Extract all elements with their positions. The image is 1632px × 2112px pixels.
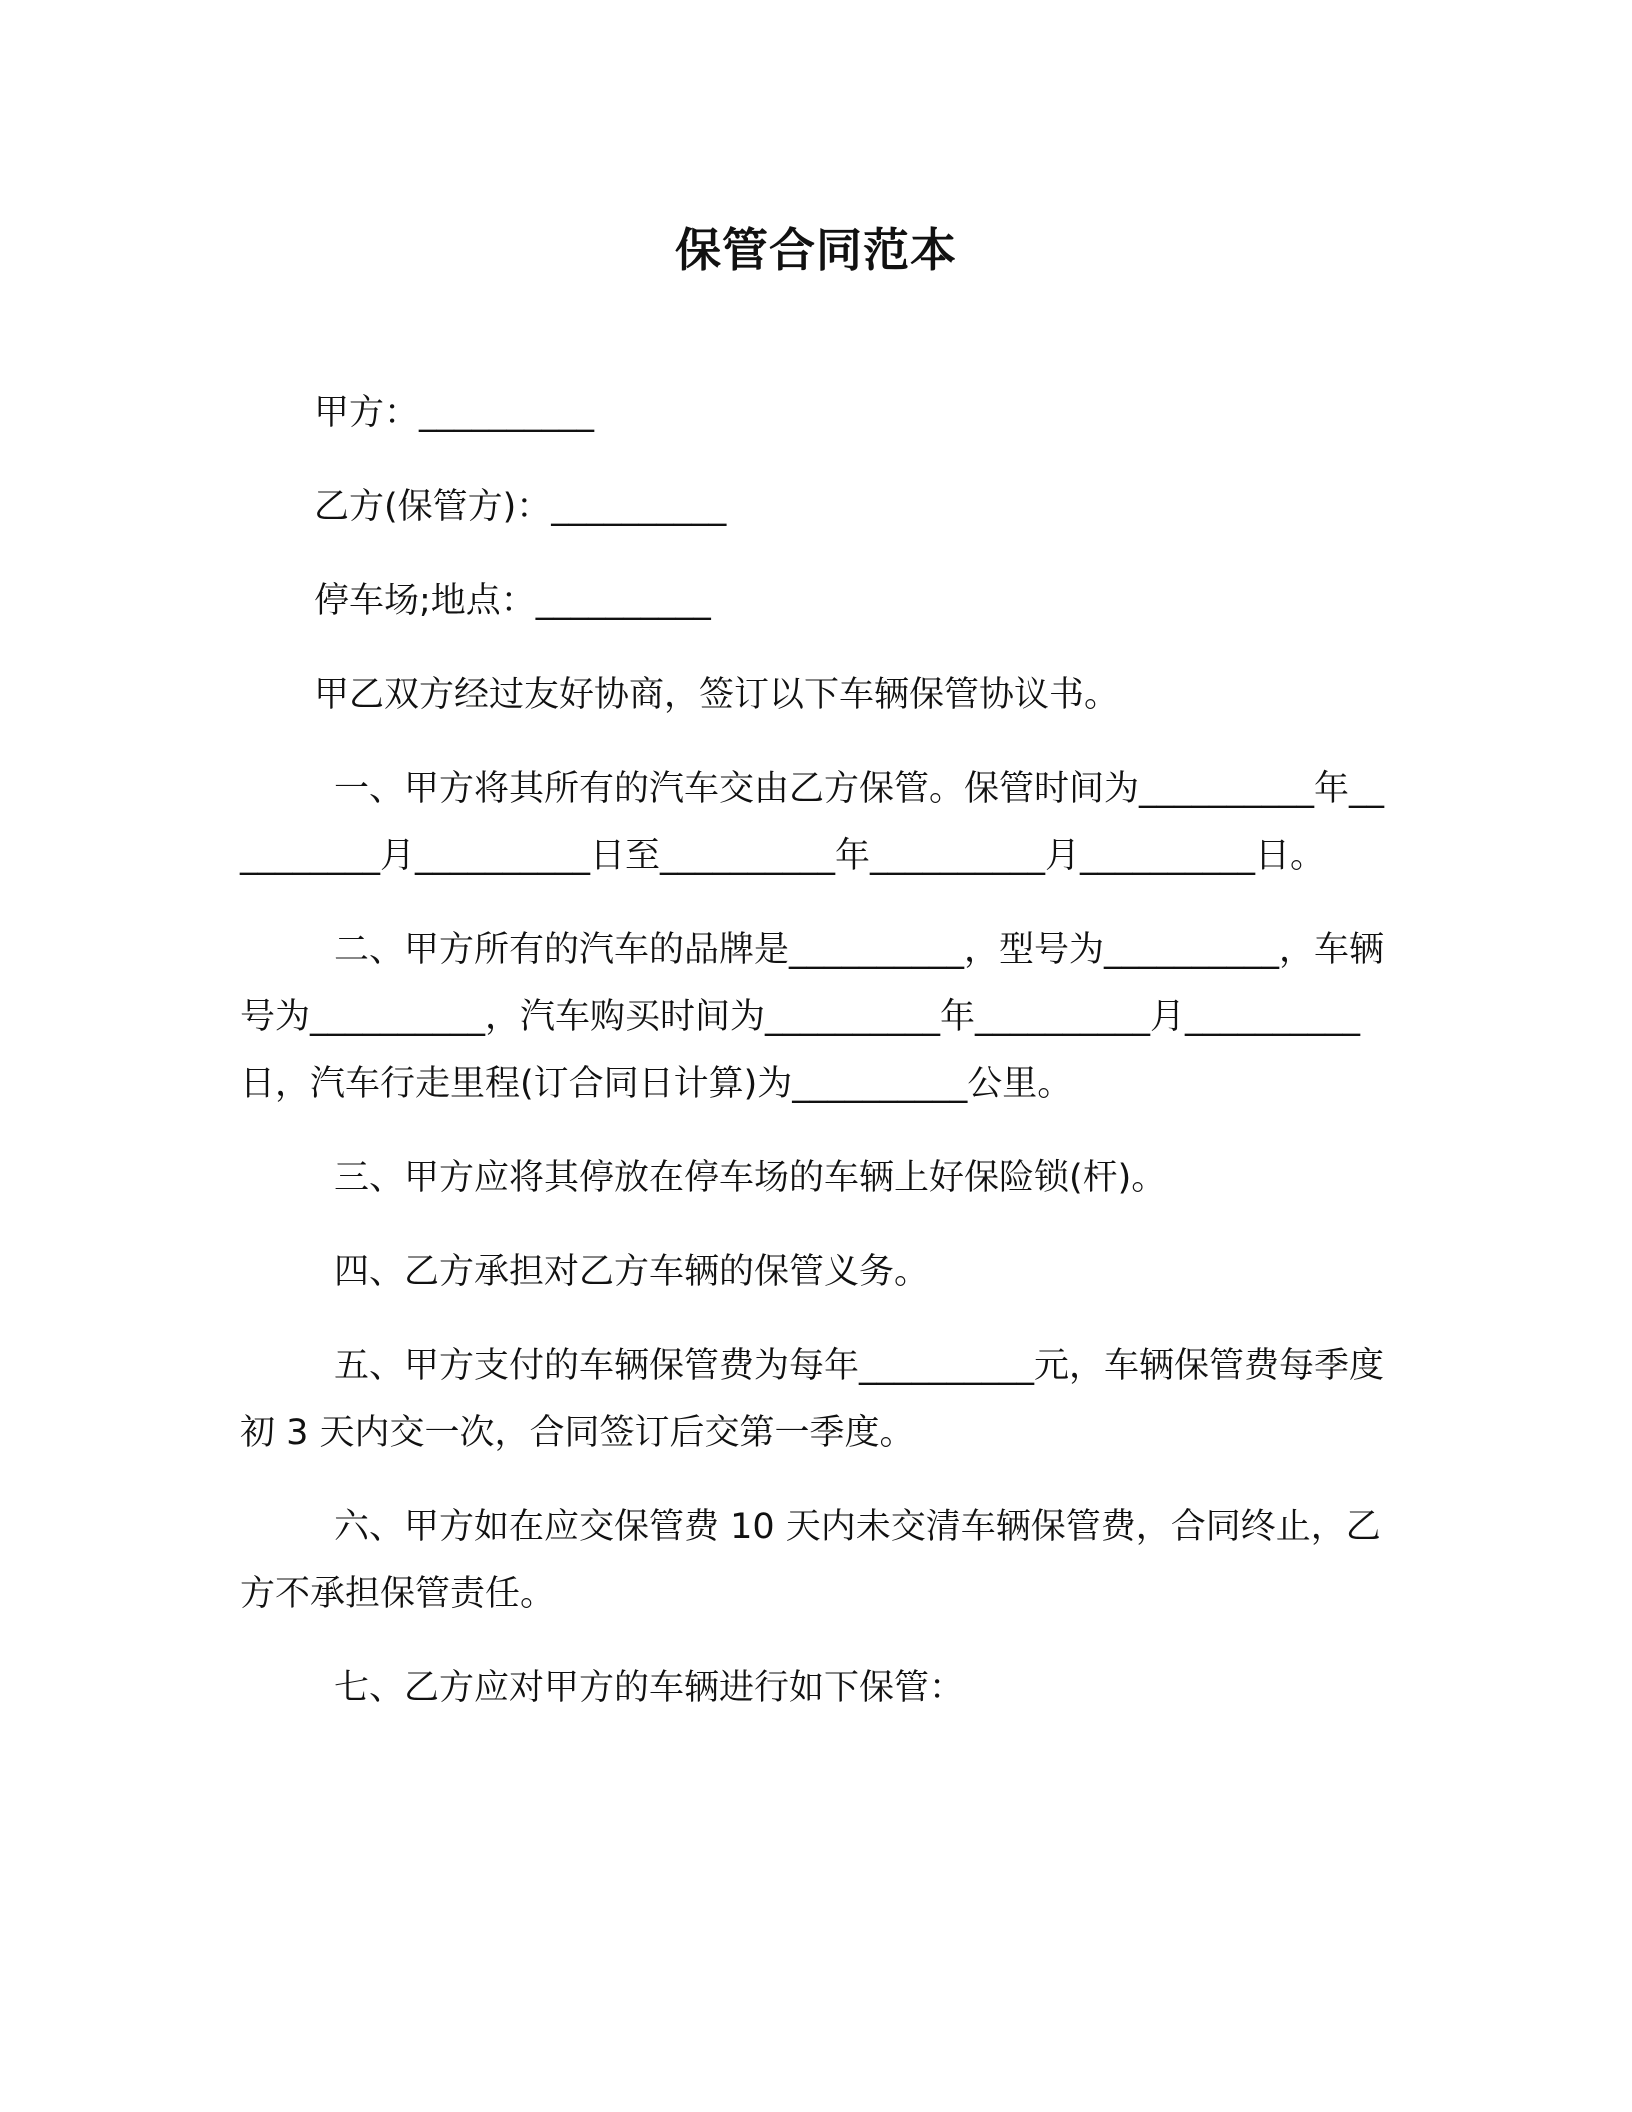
location-line: 停车场;地点：__________ (314, 581, 711, 621)
clause-4: 四、乙方承担对乙方车辆的保管义务。 (334, 1252, 930, 1292)
clause-3: 三、甲方应将其停放在停车场的车辆上好保险锁(杆)。 (334, 1158, 1167, 1198)
party-a-line: 甲方：__________ (314, 393, 595, 433)
document-title: 保管合同范本 (675, 223, 957, 277)
party-b-line: 乙方(保管方)：__________ (314, 487, 727, 527)
clause-1: 一、甲方将其所有的汽车交由乙方保管。保管时间为__________年__________月__________日至__________年__________月__________日。 (240, 769, 1385, 876)
document-body (240, 380, 1400, 1749)
intro-paragraph: 甲乙双方经过友好协商，签订以下车辆保管协议书。 (314, 675, 1120, 715)
clause-5: 五、甲方支付的车辆保管费为每年__________元，车辆保管费每季度初 3 天内交一次，合同签订后交第一季度。 (240, 1346, 1385, 1453)
clause-6: 六、甲方如在应交保管费 10 天内未交清车辆保管费，合同终止，乙方不承担保管责任。 (240, 1507, 1381, 1614)
clause-7: 七、乙方应对甲方的车辆进行如下保管： (334, 1668, 965, 1708)
clause-2: 二、甲方所有的汽车的品牌是__________，型号为__________，车辆号为__________，汽车购买时间为__________年__________月__________日，汽车行走里程(订合同日计算)为__________公里。 (240, 930, 1385, 1104)
